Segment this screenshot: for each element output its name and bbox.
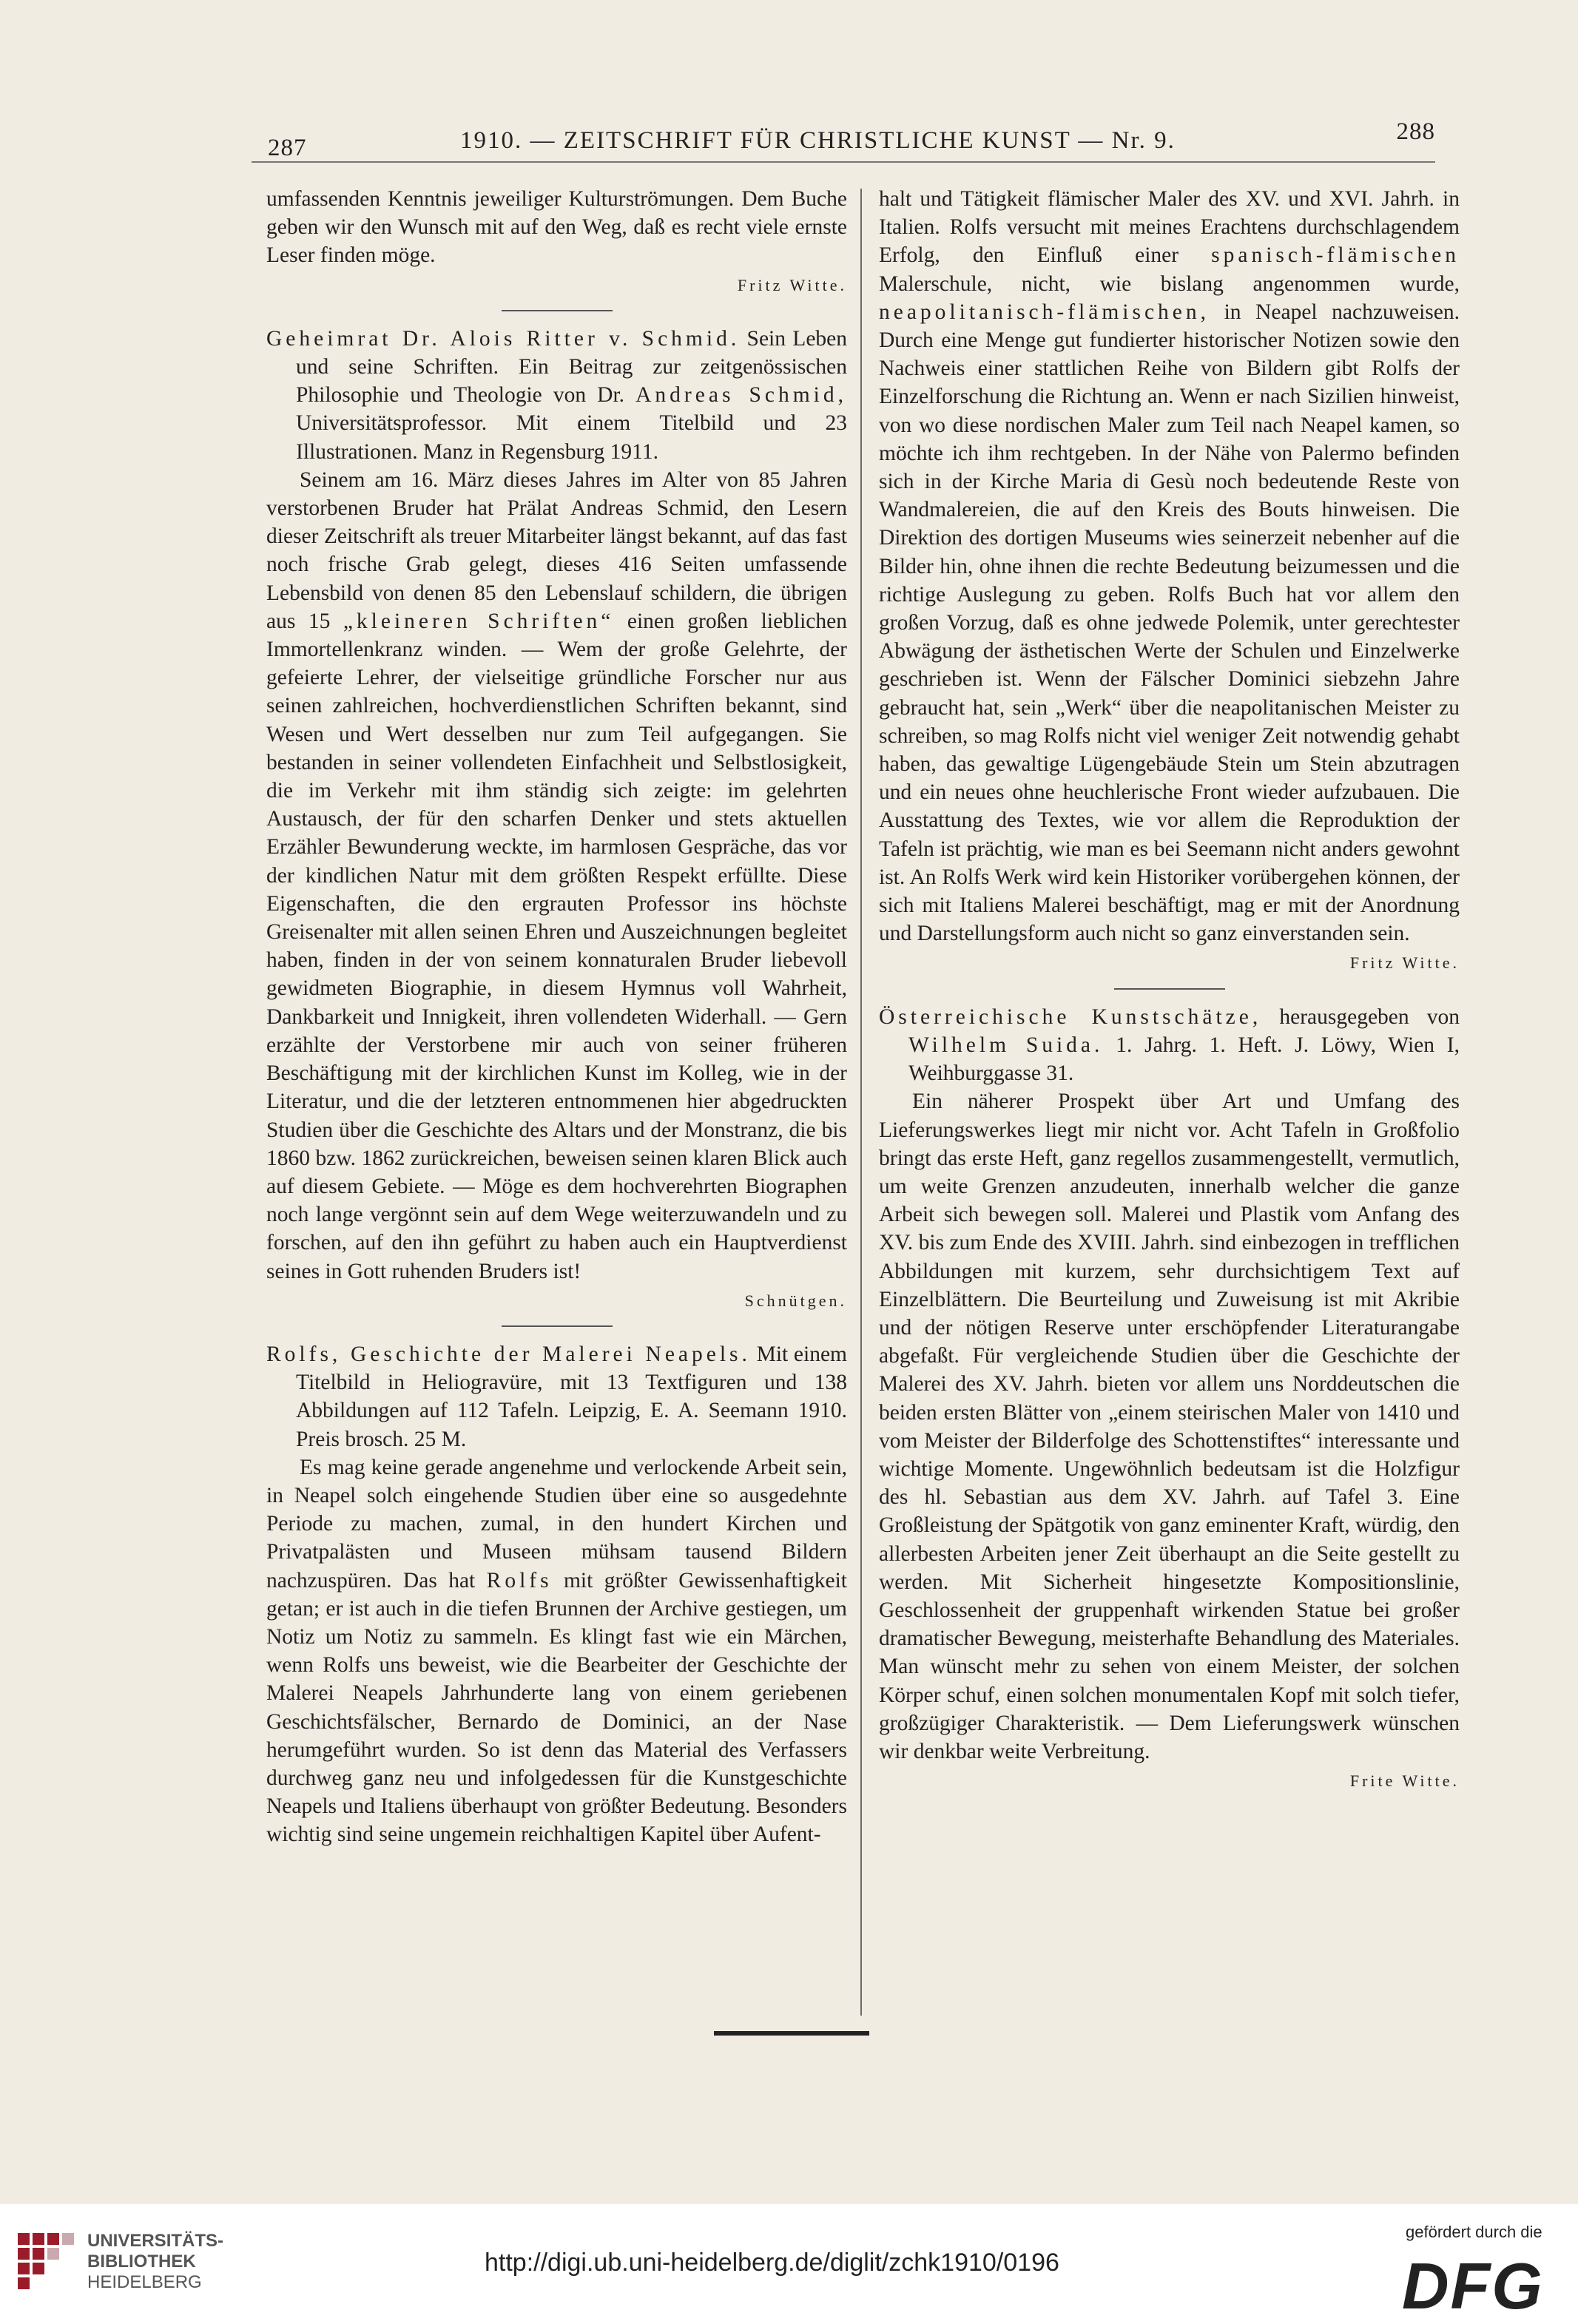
university-library-logo-icon xyxy=(15,2230,78,2293)
separator-rule xyxy=(1114,988,1225,990)
separator-rule xyxy=(502,1325,613,1327)
page-header xyxy=(252,111,1435,163)
intro-paragraph: umfassenden Kenntnis jeweiliger Kulturströmungen. Dem Buche geben wir den Wunsch mit auf den Weg, daß es recht viele ernste Leser finden möge. xyxy=(266,187,847,268)
running-title: 1910. — ZEITSCHRIFT FÜR CHRISTLICHE KUNST — Nr. 9. xyxy=(460,127,1176,154)
review-title: Österreichische Kunstschätze, xyxy=(879,1004,1262,1029)
header-rule xyxy=(252,161,1435,163)
separator-rule xyxy=(502,310,613,311)
review-author: Geheimrat Dr. Alois Ritter v. Schmid. xyxy=(266,326,741,351)
page-number-right: 288 xyxy=(1396,118,1435,145)
signature: Fritz Witte. xyxy=(737,275,847,294)
review-body: Es mag keine gerade angenehme und verlockende Arbeit sein, in Neapel solch eingehende Studien über eine so ausgedehnte Periode zu machen, zumal, in den hundert Kirchen und Privatpalästen und Museen mühsam tausend Bildern nachzuspüren. Das hat Rolfs mit größter Gewissenhaftigkeit getan; er ist auch in die tiefen Brunnen der Archive gestiegen, um Notiz um Notiz zu sammeln. Es klingt fast wie ein Märchen, wenn Rolfs uns beweist, wie die Bearbeiter der Geschichte der Malerei Neapels Jahrhunderte lang von einem geriebenen Geschichtsfälscher, Bernardo de Dominici, an der Nase herumgeführt wurden. So ist denn das Material des Verfassers durchweg ganz neu und infolgedessen für die Kunstgeschichte Neapels und Italiens überhaupt von größter Bedeutung. Besonders wichtig sind seine ungemein reichhaltigen Kapitel über Aufent- xyxy=(266,1455,848,1847)
review-heading-kunstschaetze: Österreichische Kunstschätze, herausgegeben von Wilhelm Suida. 1. Jahrg. 1. Heft. J. Löwy, Wien I, Weihburggasse 31. xyxy=(879,1004,1460,1086)
funded-by-label: gefördert durch die xyxy=(1406,2223,1542,2241)
signature: Fritz Witte. xyxy=(1349,953,1460,973)
review-body: Seinem am 16. März dieses Jahres im Alter von 85 Jahren verstorbenen Bruder hat Prälat Andreas Schmid, den Lesern dieser Zeitschrift als treuer Mitarbeiter längst bekannt, auf das fast noch frische Grab gelegt, dieses 416 Seiten umfassende Lebensbild von denen 85 den Lebenslauf schildern, die übrigen aus 15 „kleineren Schriften“ einen großen lieblichen Immortellenkranz winden. — Wem der große Gelehrte, der gefeierte Lehrer, der vielseitige gründliche Forscher nur aus seinen zahlreichen, hochverdienstlichen Schriften bekannt, sind Wesen und Wert desselben nur zum Teil aufgegangen. Sie bestanden in seiner vollendeten Einfachheit und Selbstlosigkeit, die im Verkehr mit ihm ständig sich zeigte: im gelehrten Austausch, der für den scharfen Denker und stets aktuellen Erzähler Bewunderung weckte, im harmlosen Gespräche, das vor der kindlichen Natur mit dem größten Respekt erfüllte. Diese Eigenschaften, die den ergrauten Professor ins höchste Greisenalter mit allen seinen Ehren und Auszeichnungen begleitet haben, finden in der von seinem konnaturalen Bruder liebevoll gewidmeten Biographie, in diesem Hymnus voll Wahrheit, Dankbarkeit und Innigkeit, ihren vollendeten Widerhall. — Gern erzählte der Verstorbene mir auch von seiner früheren Beschäftigung mit der kirchlichen Kunst im Kolleg, wie in der Literatur, und die der letzteren entnommenen hier abgedruckten Studien über die Geschichte des Altars und der Monstranz, die bis 1860 bzw. 1862 zurückreichen, beweisen seinen klaren Blick auch auf diesem Gebiete. — Möge es dem hochverehrten Biographen noch lange vergönnt sein auf dem Wege weiterzuwandeln und zu forschen, auf den ihn geführt zu haben auch ein Hauptverdienst seines in Gott ruhenden Bruders ist! xyxy=(266,467,847,1283)
review-body: Ein näherer Prospekt über Art und Umfang des Lieferungswerkes liegt mir nicht vor. Acht Tafeln in Großfolio bringt das erste Heft, ganz regellos zusammengestellt, vermutlich, um weite Grenzen anzudeuten, innerhalb welcher die ganze Arbeit sich bewegen soll. Malerei und Plastik vom Anfang des XV. bis zum Ende des XVIII. Jahrh. sind einbezogen in trefflichen Abbildungen mit kurzem, sehr durchsichtigem Text auf Einzelblättern. Die Beurteilung und Zuweisung ist mit Akribie und der nötigen Reserve unter erschöpfender Literaturangabe abgefaßt. Für vergleichende Studien über die Geschichte der Malerei des XV. Jahrh. bieten vor allem uns Norddeutschen die beiden ersten Blätter von „einem steirischen Maler von 1410 und vom Meister der Bilderfolge des Schottenstiftes“ interessante und wichtige Momente. Ungewöhnlich bedeutsam ist die Holzfigur des hl. Sebastian aus dem XV. Jahrh. auf Tafel 3. Eine Großleistung der Spätgotik von ganz eminenter Kraft, würdig, den allerbesten Arbeiten jener Zeit überhaupt an die Seite gestellt zu werden. Mit Sicherheit hingesetzte Kompositionslinie, Geschlossenheit der gruppenhaft wirkenden Statue bei großer dramatischer Bewegung, meisterhafte Behandlung des Materiales. Man wünscht mehr zu sehen von einem Meister, der solchen Körper schuf, einen solchen monumentalen Kopf mit solch tiefer, großzügiger Charakteristik. — Dem Lieferungswerk wünschen wir denkbar weite Verbreitung. xyxy=(879,1090,1460,1763)
university-library-name: UNIVERSITÄTS- BIBLIOTHEK HEIDELBERG xyxy=(87,2231,224,2292)
left-column xyxy=(266,185,847,1849)
review-body-continued: halt und Tätigkeit flämischer Maler des XV. und XVI. Jahrh. in Italien. Rolfs versucht mit meines Erachtens durchschlagendem Erfolg, den Einfluß einer spanisch-flämischen Malerschule, nicht, wie bislang angenommen wurde, neapolitanisch-flämischen, in Neapel nachzuweisen. Durch eine Menge gut fundierter historischer Notizen sowie den Nachweis einer stattlichen Reihe von Bildern gibt Rolfs der Einzelforschung die Richtung an. Wenn er nach Sizilien hinweist, von wo diese nordischen Maler zum Teil nach Neapel kamen, so möchte ich ihm rechtgeben. In der Nähe von Palermo befinden sich in der Kirche Maria di Gesù noch bedeutende Reste von Wandmalereien, die auf den Kreis des Bouts hinweisen. Die Direktion des dortigen Museums wies seinerzeit nebenher auf die Bilder hin, ohne ihnen die rechte Bedeutung beizumessen und die richtige Auslegung zu geben. Rolfs Buch hat vor allem den großen Vorzug, daß es ohne jedwede Polemik, unter gerechtester Abwägung der ästhetischen Werte der Schulen und Einzelwerke geschrieben ist. Wenn der Fälscher Dominici siebzehn Jahre gebraucht hat, sein „Werk“ über die neapolitanischen Meister zu schreiben, so mag Rolfs nicht viel weniger Zeit notwendig gehabt haben, das gewaltige Lügengebäude Stein um Stein abzutragen und ein neues ohne heuchlerische Front wieder aufzubauen. Die Ausstattung des Textes, wie vor allem die Reproduktion der Tafeln ist prächtig, wie man es bei Seemann nicht anders gewohnt ist. An Rolfs Werk wird kein Historiker vorübergehen können, der sich mit Italiens Malerei beschäftigt, mag er mit der Anordnung und Darstellungsform auch nicht so ganz einverstanden sein. xyxy=(879,187,1460,946)
review-author: Rolfs, Geschichte der Malerei Neapels. xyxy=(266,1342,751,1366)
review-heading-rolfs: Rolfs, Geschichte der Malerei Neapels. Mit einem Titelbild in Heliogravüre, mit 13 Textfiguren und 138 Abbildungen auf 112 Tafeln. Leipzig, E. A. Seemann 1910. Preis brosch. 25 M. xyxy=(266,1342,848,1451)
right-column xyxy=(879,185,1460,1801)
review-heading-schmid: Geheimrat Dr. Alois Ritter v. Schmid. Sein Leben und seine Schriften. Ein Beitrag zur zeitgenössischen Philosophie und Theologie von Dr. Andreas Schmid, Universitätsprofessor. Mit einem Titelbild und 23 Illustrationen. Manz in Regensburg 1911. xyxy=(266,326,848,464)
signature: Schnütgen. xyxy=(744,1291,847,1310)
column-rule xyxy=(860,189,862,2016)
page-number-left: 287 xyxy=(268,135,307,161)
signature: Frite Witte. xyxy=(1349,1771,1460,1791)
dfg-logo: DFG xyxy=(1402,2249,1544,2323)
permalink-url[interactable]: http://digi.ub.uni-heidelberg.de/diglit/zchk1910/0196 xyxy=(485,2249,1059,2277)
end-rule xyxy=(714,2031,869,2036)
